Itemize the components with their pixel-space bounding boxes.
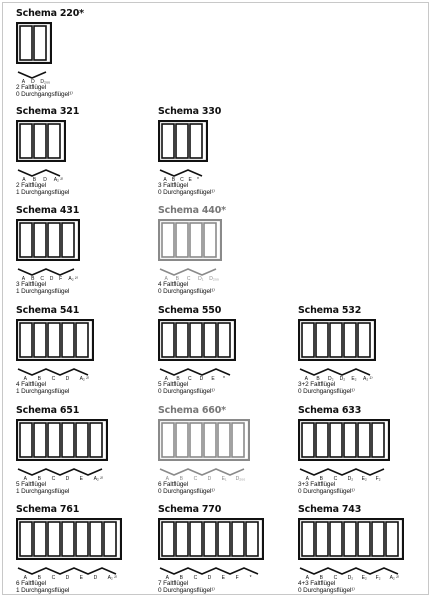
- fold-line: [160, 269, 216, 275]
- schema-notes: [158, 281, 215, 296]
- schema-cell: [158, 106, 288, 206]
- fold-label: D: [207, 476, 212, 481]
- sash-panel: [372, 522, 384, 556]
- fold-label: B: [179, 575, 183, 580]
- frame-outline: [17, 320, 93, 360]
- fold-label: B: [179, 476, 183, 481]
- sash-panel: [232, 423, 244, 457]
- sash-panel: [90, 423, 102, 457]
- fold-label: D₂₀₀: [40, 79, 51, 84]
- fold-diagram: [298, 465, 412, 481]
- fold-label: E: [79, 476, 83, 481]
- fold-label: A: [23, 376, 27, 381]
- sash-panel: [34, 124, 46, 158]
- sash-panel: [176, 522, 188, 556]
- fold-label: B: [176, 376, 180, 381]
- sash-panel: [218, 423, 230, 457]
- sash-panel: [204, 223, 216, 257]
- panel-count-text: 4 Faltflügel: [158, 281, 189, 288]
- schema-notes: [16, 381, 69, 396]
- window-elevation: [158, 518, 264, 560]
- sash-panel: [162, 423, 174, 457]
- door-count-text: 1 Durchgangsflügel: [16, 288, 70, 296]
- schema-notes: [298, 481, 355, 496]
- fold-label: E: [188, 177, 192, 182]
- sash-panel: [330, 323, 342, 357]
- door-count-text: 0 Durchgangsflügel¹⁾: [158, 189, 215, 197]
- fold-label: D₂₀₀: [209, 276, 219, 281]
- sash-panel: [204, 522, 216, 556]
- sash-panel: [48, 522, 60, 556]
- frame-outline: [159, 320, 235, 360]
- sash-panel: [358, 423, 370, 457]
- fold-label: D: [199, 376, 204, 381]
- sash-panel: [62, 423, 74, 457]
- fold-label: B: [37, 376, 41, 381]
- fold-label: E₂: [351, 376, 357, 381]
- fold-diagram: [158, 166, 230, 182]
- schema-cell: [298, 305, 428, 405]
- sash-panel: [20, 423, 32, 457]
- fold-label: C: [51, 476, 56, 481]
- window-elevation: [16, 219, 80, 261]
- sash-panel: [20, 26, 32, 60]
- panel-count-text: 7 Faltflügel: [158, 580, 189, 587]
- sash-panel: [162, 124, 174, 158]
- fold-label: A₂ ²⁾: [68, 276, 78, 281]
- fold-label: E₂: [361, 575, 367, 580]
- fold-line: [300, 469, 384, 475]
- schema-cell: [298, 504, 428, 604]
- sash-panel: [162, 323, 174, 357]
- sash-panel: [90, 522, 102, 556]
- sash-panel: [162, 522, 174, 556]
- door-count-text: 0 Durchgangsflügel¹⁾: [158, 587, 215, 595]
- fold-label: D: [65, 575, 70, 580]
- sash-panel: [330, 423, 342, 457]
- panel-count-text: 5 Faltflügel: [158, 381, 189, 388]
- window-elevation: [16, 518, 122, 560]
- fold-label: D: [31, 79, 35, 84]
- sash-panel: [358, 522, 370, 556]
- sash-panel: [218, 323, 230, 357]
- fold-label: B: [171, 177, 176, 182]
- panel-count-text: 2 Faltflügel: [16, 182, 47, 189]
- fold-label: D₁: [198, 276, 204, 281]
- fold-diagram: [16, 465, 130, 481]
- fold-label: C: [51, 376, 56, 381]
- sash-panel: [358, 323, 370, 357]
- sash-panel: [372, 423, 384, 457]
- door-count-text: 0 Durchgangsflügel¹⁾: [298, 587, 355, 595]
- sash-panel: [344, 323, 356, 357]
- schema-cell: [16, 305, 146, 405]
- fold-line: [18, 469, 102, 475]
- panel-count-text: 3 Faltflügel: [16, 281, 47, 288]
- fold-label: A₂ ²⁾: [79, 376, 90, 381]
- panel-count-text: 6 Faltflügel: [16, 580, 47, 587]
- panel-count-text: 4+3 Faltflügel: [298, 580, 336, 587]
- sash-panel: [246, 522, 258, 556]
- door-count-text: 1 Durchgangsflügel: [16, 488, 70, 496]
- fold-label: E₁: [221, 476, 227, 481]
- fold-label: D: [207, 575, 212, 580]
- fold-diagram: [298, 564, 426, 580]
- door-count-text: 1 Durchgangsflügel: [16, 388, 70, 396]
- fold-label: A: [21, 79, 26, 84]
- sash-panel: [176, 423, 188, 457]
- sash-panel: [204, 323, 216, 357]
- sash-panel: [218, 522, 230, 556]
- schema-title: Schema 431: [16, 205, 80, 216]
- fold-line: [160, 469, 244, 475]
- door-count-text: 0 Durchgangsflügel¹⁾: [158, 288, 215, 296]
- sash-panel: [62, 323, 74, 357]
- fold-line: [160, 568, 258, 574]
- fold-label: D: [43, 177, 47, 182]
- fold-label: A₂ ²⁾: [107, 575, 118, 580]
- fold-label: F₂: [375, 476, 381, 481]
- schema-cell: [158, 305, 288, 405]
- schema-cell: [16, 504, 146, 604]
- panel-count-text: 3+3 Faltflügel: [298, 481, 336, 488]
- schema-title: Schema 220*: [16, 8, 84, 19]
- frame-outline: [17, 121, 65, 161]
- window-elevation: [158, 219, 222, 261]
- fold-label: B: [319, 575, 323, 580]
- fold-label: A: [22, 177, 26, 182]
- fold-label: A₂ ²⁾: [53, 177, 64, 182]
- fold-diagram: [16, 564, 144, 580]
- sash-panel: [176, 223, 188, 257]
- fold-diagram: [16, 365, 116, 381]
- sash-panel: [190, 423, 202, 457]
- fold-label: C: [333, 476, 338, 481]
- schema-cell: [16, 8, 146, 108]
- sash-panel: [302, 423, 314, 457]
- sash-panel: [344, 423, 356, 457]
- fold-diagram: [298, 365, 398, 381]
- fold-line: [18, 170, 60, 176]
- door-count-text: 1 Durchgangsflügel: [16, 587, 70, 595]
- fold-label: B: [37, 476, 41, 481]
- schema-cell: [158, 504, 288, 604]
- fold-label: F: [235, 575, 239, 580]
- sash-panel: [48, 124, 60, 158]
- fold-label: A: [23, 575, 27, 580]
- fold-label: C: [193, 575, 198, 580]
- panel-count-text: 3+2 Faltflügel: [298, 381, 336, 388]
- sash-panel: [76, 423, 88, 457]
- door-count-text: 0 Durchgangsflügel¹⁾: [298, 488, 355, 496]
- fold-label: A: [165, 575, 169, 580]
- fold-label: C: [193, 476, 198, 481]
- fold-line: [160, 369, 230, 375]
- fold-diagram: [16, 166, 88, 182]
- sash-panel: [48, 223, 60, 257]
- sash-panel: [176, 124, 188, 158]
- door-count-text: 0 Durchgangsflügel¹⁾: [16, 91, 73, 99]
- fold-label: E: [221, 575, 225, 580]
- door-count-text: 0 Durchgangsflügel¹⁾: [158, 388, 215, 396]
- schema-title: Schema 541: [16, 305, 80, 316]
- fold-label: A: [163, 177, 167, 182]
- sash-panel: [330, 522, 342, 556]
- schema-notes: [16, 281, 69, 296]
- schema-notes: [298, 580, 355, 595]
- fold-diagram: [158, 465, 272, 481]
- fold-label: E₂: [361, 476, 367, 481]
- window-elevation: [16, 419, 108, 461]
- schema-notes: [158, 580, 215, 595]
- sash-panel: [48, 323, 60, 357]
- sash-panel: [344, 522, 356, 556]
- fold-label: B: [316, 376, 320, 381]
- schema-title: Schema 550: [158, 305, 222, 316]
- schema-cell: [298, 405, 428, 505]
- fold-label: D₂₀₀: [235, 476, 246, 481]
- sash-panel: [48, 423, 60, 457]
- window-elevation: [298, 518, 404, 560]
- schema-title: Schema 440*: [158, 205, 226, 216]
- panel-count-text: 6 Faltflügel: [158, 481, 189, 488]
- fold-label: D: [93, 575, 98, 580]
- fold-label: D₂: [347, 575, 354, 580]
- fold-line: [18, 72, 46, 78]
- sash-panel: [190, 323, 202, 357]
- fold-diagram: [16, 265, 102, 281]
- sash-panel: [20, 323, 32, 357]
- door-count-text: 0 Durchgangsflügel¹⁾: [158, 488, 215, 496]
- fold-label: F: [59, 276, 63, 281]
- fold-line: [18, 269, 74, 275]
- fold-label: A: [21, 276, 26, 281]
- schema-notes: [16, 580, 69, 595]
- sash-panel: [190, 124, 202, 158]
- fold-label: B: [31, 276, 35, 281]
- sash-panel: [20, 124, 32, 158]
- fold-label: F₂: [375, 575, 381, 580]
- sash-panel: [104, 522, 116, 556]
- fold-label: C: [333, 575, 338, 580]
- fold-label: A₂ ²⁾: [93, 476, 104, 481]
- fold-label: A₂ ²⁾: [363, 376, 373, 381]
- fold-label: D: [65, 476, 70, 481]
- frame-outline: [299, 320, 375, 360]
- sash-panel: [176, 323, 188, 357]
- schema-title: Schema 770: [158, 504, 222, 515]
- fold-label: A₂ ²⁾: [389, 575, 400, 580]
- fold-label: *: [249, 575, 252, 580]
- schema-title: Schema 633: [298, 405, 362, 416]
- fold-label: A: [23, 476, 27, 481]
- fold-label: D₂: [328, 376, 334, 381]
- window-elevation: [298, 419, 390, 461]
- sash-panel: [302, 522, 314, 556]
- fold-label: B: [37, 575, 41, 580]
- window-elevation: [158, 120, 208, 162]
- schema-cell: [16, 205, 146, 305]
- sash-panel: [20, 522, 32, 556]
- fold-line: [300, 568, 398, 574]
- schema-notes: [16, 84, 73, 99]
- fold-label: B: [32, 177, 37, 182]
- window-elevation: [16, 22, 52, 64]
- fold-label: C: [188, 376, 192, 381]
- schema-notes: [158, 481, 215, 496]
- fold-label: A: [305, 575, 309, 580]
- sash-panel: [190, 223, 202, 257]
- fold-label: E: [79, 575, 83, 580]
- sash-panel: [162, 223, 174, 257]
- sash-panel: [204, 423, 216, 457]
- fold-label: D: [65, 376, 70, 381]
- sash-panel: [34, 323, 46, 357]
- fold-diagram: [16, 68, 74, 84]
- fold-label: B: [319, 476, 323, 481]
- fold-label: *: [223, 376, 225, 381]
- fold-label: C: [186, 276, 191, 281]
- sash-panel: [62, 522, 74, 556]
- schema-cell: [158, 405, 288, 505]
- fold-label: A: [165, 476, 169, 481]
- sash-panel: [62, 223, 74, 257]
- fold-label: C: [180, 177, 184, 182]
- fold-line: [160, 170, 202, 176]
- door-count-text: 0 Durchgangsflügel¹⁾: [298, 388, 355, 396]
- sash-panel: [34, 522, 46, 556]
- sash-panel: [316, 522, 328, 556]
- door-count-text: 1 Durchgangsflügel: [16, 189, 70, 197]
- schema-title: Schema 330: [158, 106, 222, 117]
- frame-outline: [159, 121, 207, 161]
- sash-panel: [20, 223, 32, 257]
- window-elevation: [16, 319, 94, 361]
- sash-panel: [34, 26, 46, 60]
- fold-diagram: [158, 265, 244, 281]
- schema-notes: [298, 381, 355, 396]
- sash-panel: [316, 323, 328, 357]
- fold-line: [300, 369, 370, 375]
- schema-title: Schema 532: [298, 305, 362, 316]
- fold-line: [18, 568, 116, 574]
- schema-cell: [16, 405, 146, 505]
- fold-label: A: [164, 276, 168, 281]
- panel-count-text: 2 Faltflügel: [16, 84, 47, 91]
- fold-label: E: [211, 376, 215, 381]
- fold-label: D₂: [339, 376, 346, 381]
- schema-notes: [16, 182, 69, 197]
- sash-panel: [316, 423, 328, 457]
- fold-label: A: [164, 376, 169, 381]
- schema-notes: [158, 381, 215, 396]
- schema-notes: [16, 481, 69, 496]
- fold-label: D: [49, 276, 54, 281]
- fold-label: C: [51, 575, 56, 580]
- window-elevation: [16, 120, 66, 162]
- sash-panel: [76, 323, 88, 357]
- window-elevation: [158, 419, 250, 461]
- fold-label: *: [196, 177, 199, 182]
- fold-label: B: [175, 276, 180, 281]
- sash-panel: [190, 522, 202, 556]
- panel-count-text: 4 Faltflügel: [16, 381, 47, 388]
- window-elevation: [298, 319, 376, 361]
- fold-label: A: [305, 476, 309, 481]
- schema-cell: [158, 205, 288, 305]
- fold-label: C: [40, 276, 45, 281]
- schema-notes: [158, 182, 215, 197]
- schema-title: Schema 743: [298, 504, 362, 515]
- sash-panel: [232, 522, 244, 556]
- sash-panel: [76, 522, 88, 556]
- panel-count-text: 3 Faltflügel: [158, 182, 189, 189]
- schema-title: Schema 660*: [158, 405, 226, 416]
- fold-label: D₂: [347, 476, 354, 481]
- window-elevation: [158, 319, 236, 361]
- sash-panel: [34, 223, 46, 257]
- fold-label: A: [304, 376, 309, 381]
- fold-diagram: [158, 365, 258, 381]
- panel-count-text: 5 Faltflügel: [16, 481, 47, 488]
- schema-title: Schema 761: [16, 504, 80, 515]
- sash-panel: [386, 522, 398, 556]
- sash-panel: [302, 323, 314, 357]
- schema-title: Schema 651: [16, 405, 80, 416]
- schema-cell: [16, 106, 146, 206]
- fold-diagram: [158, 564, 286, 580]
- fold-line: [18, 369, 88, 375]
- sash-panel: [34, 423, 46, 457]
- schema-title: Schema 321: [16, 106, 80, 117]
